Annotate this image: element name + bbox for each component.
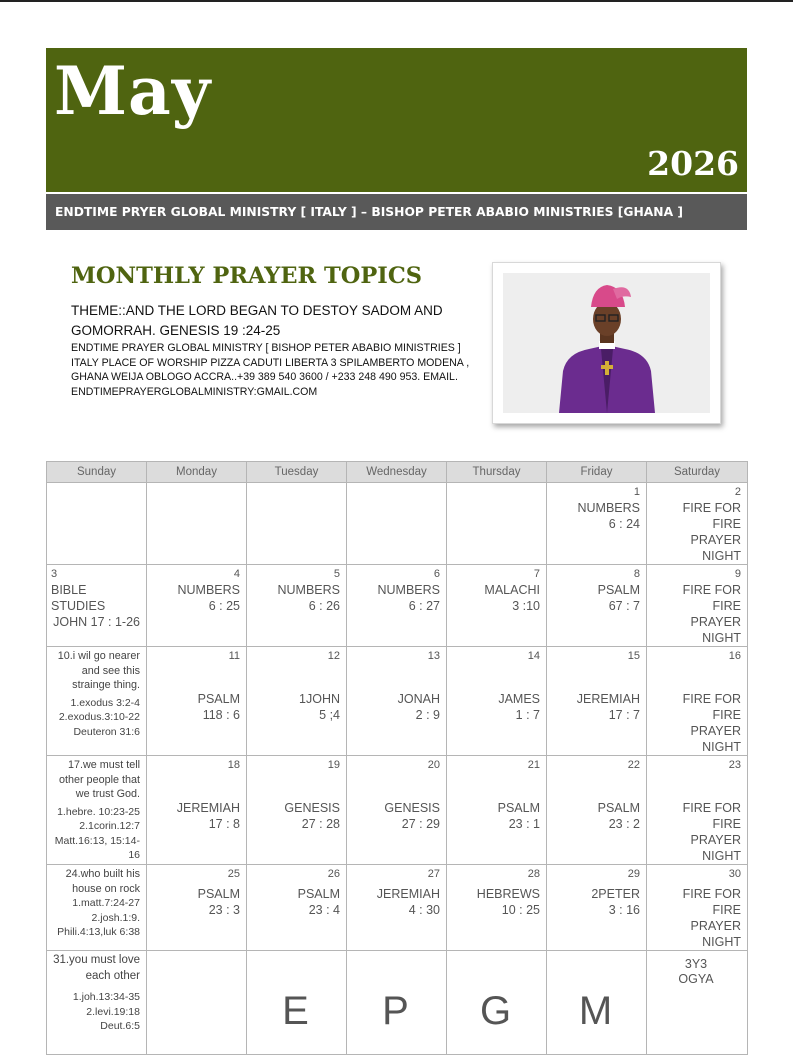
weekday-header: Tuesday (247, 462, 347, 483)
sunday-topic: 10.i wil go nearer and see this strainge thing. (57, 650, 140, 691)
day-number: 29 (627, 868, 640, 880)
day-cell-empty (47, 483, 147, 565)
day-event-ref: 3 : 16 (608, 903, 640, 917)
scripture-ref: 1.exodus 3:2-4 (70, 696, 140, 709)
day-cell-empty (247, 483, 347, 565)
bishop-portrait-icon (503, 273, 710, 413)
day-cell (47, 647, 147, 756)
day-event: JEREMIAH (176, 801, 240, 815)
photo-frame (492, 262, 721, 424)
day-cell-empty (447, 483, 547, 565)
scripture-ref: Deut.6:5 (100, 1020, 140, 1032)
epgm-letter: M (578, 989, 613, 1033)
epgm-letter: P (382, 989, 409, 1033)
sunday-topic: 31.you must love each other (53, 954, 140, 982)
scripture-ref: Deuteron 31:6 (73, 725, 140, 738)
scripture-ref: 1.matt.7:24-27 (72, 897, 140, 909)
day-event: NUMBERS (377, 583, 440, 597)
calendar-table (46, 461, 748, 1055)
day-event-ref: 17 : 8 (208, 817, 240, 831)
weekday-header: Sunday (47, 462, 147, 483)
day-event-ref: 2 : 9 (415, 708, 440, 722)
day-event: PSALM (197, 887, 240, 901)
day-event: NUMBERS (177, 583, 240, 597)
day-cell (247, 865, 347, 951)
day-cell (647, 647, 748, 756)
day-cell (647, 483, 748, 565)
weekday-header: Thursday (447, 462, 547, 483)
day-number: 20 (427, 759, 440, 771)
day-event: NUMBERS (577, 501, 640, 515)
day-event: FIRE FOR FIRE (682, 501, 741, 531)
week-row (47, 483, 748, 565)
day-event: PSALM (597, 801, 640, 815)
day-event-ref: 118 : 6 (202, 708, 240, 722)
day-event-ref: 3 :10 (512, 599, 540, 613)
day-number: 26 (327, 868, 340, 880)
day-cell (547, 865, 647, 951)
day-cell-empty (347, 483, 447, 565)
day-number: 14 (527, 650, 540, 662)
scripture-ref: 2.levi.19:18 (86, 1005, 140, 1018)
scripture-ref: Matt.16:13, 15:14-16 (54, 834, 140, 861)
day-number: 22 (627, 759, 640, 771)
day-number: 15 (627, 650, 640, 662)
day-event: HEBREWS (476, 887, 540, 901)
day-cell-empty (147, 483, 247, 565)
day-cell (647, 865, 748, 951)
sunday-topic: 24.who built his house on rock (65, 868, 140, 895)
day-number: 25 (227, 868, 240, 880)
day-number: 19 (327, 759, 340, 771)
day-event-ref: 1 : 7 (515, 708, 540, 722)
scripture-ref: 2.josh.1:9. (91, 911, 140, 924)
scripture-ref: 1.joh.13:34-35 (72, 991, 140, 1003)
day-event-ref: PRAYER NIGHT (690, 919, 741, 949)
day-cell (447, 756, 547, 865)
day-cell (247, 951, 347, 1055)
week-row (47, 951, 748, 1055)
day-event-ref: PRAYER NIGHT (690, 615, 741, 645)
day-number: 28 (527, 868, 540, 880)
day-cell (147, 565, 247, 647)
day-number: 11 (228, 650, 240, 662)
year-label: 2026 (647, 144, 739, 183)
day-cell (647, 756, 748, 865)
day-event: JAMES (498, 692, 540, 706)
sunday-topic: 17.we must tell other people that we trust God. (58, 759, 140, 800)
week-row (47, 865, 748, 951)
day-number: 2 (734, 486, 741, 498)
day-event: FIRE FOR FIRE (682, 692, 741, 722)
day-event: JONAH (397, 692, 440, 706)
day-cell (147, 756, 247, 865)
day-cell (647, 951, 748, 1055)
day-event: FIRE FOR FIRE (682, 801, 741, 831)
day-cell (347, 865, 447, 951)
day-event: PSALM (497, 801, 540, 815)
day-event: JEREMIAH (576, 692, 640, 706)
day-event: FIRE FOR FIRE (682, 887, 741, 917)
weekday-header-row (47, 462, 748, 483)
day-number: 21 (527, 759, 540, 771)
weekday-header: Wednesday (347, 462, 447, 483)
weekday-header: Friday (547, 462, 647, 483)
day-cell (347, 756, 447, 865)
day-cell (347, 647, 447, 756)
top-rule (0, 0, 793, 2)
day-number: 13 (427, 650, 440, 662)
topics-title: MONTHLY PRAYER TOPICS (71, 263, 422, 289)
day-number: 23 (728, 759, 741, 771)
day-number: 3 (51, 568, 58, 580)
day-cell (647, 565, 748, 647)
day-event-ref: 67 : 7 (608, 599, 640, 613)
epgm-letter: G (479, 989, 512, 1033)
day-number: 1 (633, 486, 640, 498)
day-event-ref: 6 : 24 (608, 517, 640, 531)
day-event: 2PETER (591, 887, 640, 901)
day-number: 5 (333, 568, 340, 580)
day-event-ref: 5 ;4 (319, 708, 340, 722)
day-cell (247, 647, 347, 756)
day-number: 16 (728, 650, 741, 662)
day-event: NUMBERS (277, 583, 340, 597)
day-cell (247, 565, 347, 647)
scripture-ref: Phili.4:13,luk 6:38 (57, 926, 140, 938)
day-number: 9 (734, 568, 741, 580)
day-event: MALACHI (484, 583, 540, 597)
scripture-ref: 1.hebre. 10:23-25 (57, 805, 140, 818)
week-row (47, 756, 748, 865)
day-cell (47, 756, 147, 865)
day-event-ref: PRAYER NIGHT (690, 833, 741, 863)
day-event: 3Y3 (684, 957, 708, 971)
day-event-ref: 17 : 7 (608, 708, 640, 722)
day-cell (247, 756, 347, 865)
day-cell (47, 865, 147, 951)
day-event-ref: 23 : 2 (608, 817, 640, 831)
day-cell (147, 865, 247, 951)
scripture-ref: 2.1corin.12:7 (79, 820, 140, 832)
day-event: BIBLE STUDIES (51, 583, 106, 613)
address-text: ENDTIME PRAYER GLOBAL MINISTRY [ BISHOP PETER ABABIO MINISTRIES ] ITALY PLACE OF WORSHIP PIZZA CADUTI LIBERTA 3 SPILAMBERTO MODENA , GHANA WEIJA OBLOGO ACCRA..+39 389 540 3600 / +233 248 490 953. EMAIL. ENDTIMEPRAYERGLOBALMINISTRY:GMAIL.COM (71, 342, 470, 398)
day-cell (547, 647, 647, 756)
month-banner (46, 48, 747, 192)
day-event-ref: PRAYER NIGHT (690, 724, 741, 754)
day-event: GENESIS (284, 801, 340, 815)
day-cell (147, 647, 247, 756)
week-row (47, 565, 748, 647)
weekday-header: Saturday (647, 462, 748, 483)
day-event: PSALM (197, 692, 240, 706)
week-row (47, 647, 748, 756)
day-cell (547, 565, 647, 647)
day-cell (547, 483, 647, 565)
day-number: 6 (433, 568, 440, 580)
day-event: JEREMIAH (376, 887, 440, 901)
day-event: 1JOHN (299, 692, 340, 706)
day-event-ref: 27 : 28 (301, 817, 340, 831)
day-number: 7 (533, 568, 540, 580)
day-number: 12 (327, 650, 340, 662)
day-event-ref: 23 : 3 (208, 903, 240, 917)
day-cell (547, 756, 647, 865)
theme-text: THEME::AND THE LORD BEGAN TO DESTOY SADOM AND GOMORRAH. GENESIS 19 :24-25 (71, 303, 443, 338)
day-event-ref: 6 : 26 (308, 599, 340, 613)
day-event: OGYA (678, 972, 714, 986)
day-cell (47, 951, 147, 1055)
day-number: 18 (227, 759, 240, 771)
day-number: 30 (728, 868, 741, 880)
day-cell-empty (147, 951, 247, 1055)
day-event-ref: PRAYER NIGHT (690, 533, 741, 563)
scripture-ref: 2.exodus.3:10-22 (58, 711, 140, 723)
weekday-header: Monday (147, 462, 247, 483)
day-event: PSALM (597, 583, 640, 597)
day-event: GENESIS (384, 801, 440, 815)
day-cell (347, 951, 447, 1055)
ministry-bar: ENDTIME PRYER GLOBAL MINISTRY [ ITALY ] – BISHOP PETER ABABIO MINISTRIES [GHANA ] (46, 194, 747, 230)
day-event-ref: 23 : 1 (508, 817, 540, 831)
day-event-ref: 4 : 30 (408, 903, 440, 917)
day-cell (447, 565, 547, 647)
day-cell (447, 647, 547, 756)
month-title: May (54, 52, 212, 130)
day-number: 4 (233, 568, 240, 580)
day-cell (547, 951, 647, 1055)
day-cell (47, 565, 147, 647)
day-event: PSALM (297, 887, 340, 901)
day-event-ref: 27 : 29 (401, 817, 440, 831)
day-number: 8 (633, 568, 640, 580)
day-event-ref: 10 : 25 (501, 903, 540, 917)
day-cell (347, 565, 447, 647)
day-event-ref: 23 : 4 (308, 903, 340, 917)
day-number: 27 (427, 868, 440, 880)
epgm-letter: E (282, 989, 309, 1033)
day-event-ref: JOHN 17 : 1-26 (53, 615, 140, 629)
day-event: FIRE FOR FIRE (682, 583, 741, 613)
day-cell (447, 951, 547, 1055)
day-event-ref: 6 : 27 (408, 599, 440, 613)
day-event-ref: 6 : 25 (208, 599, 240, 613)
day-cell (447, 865, 547, 951)
